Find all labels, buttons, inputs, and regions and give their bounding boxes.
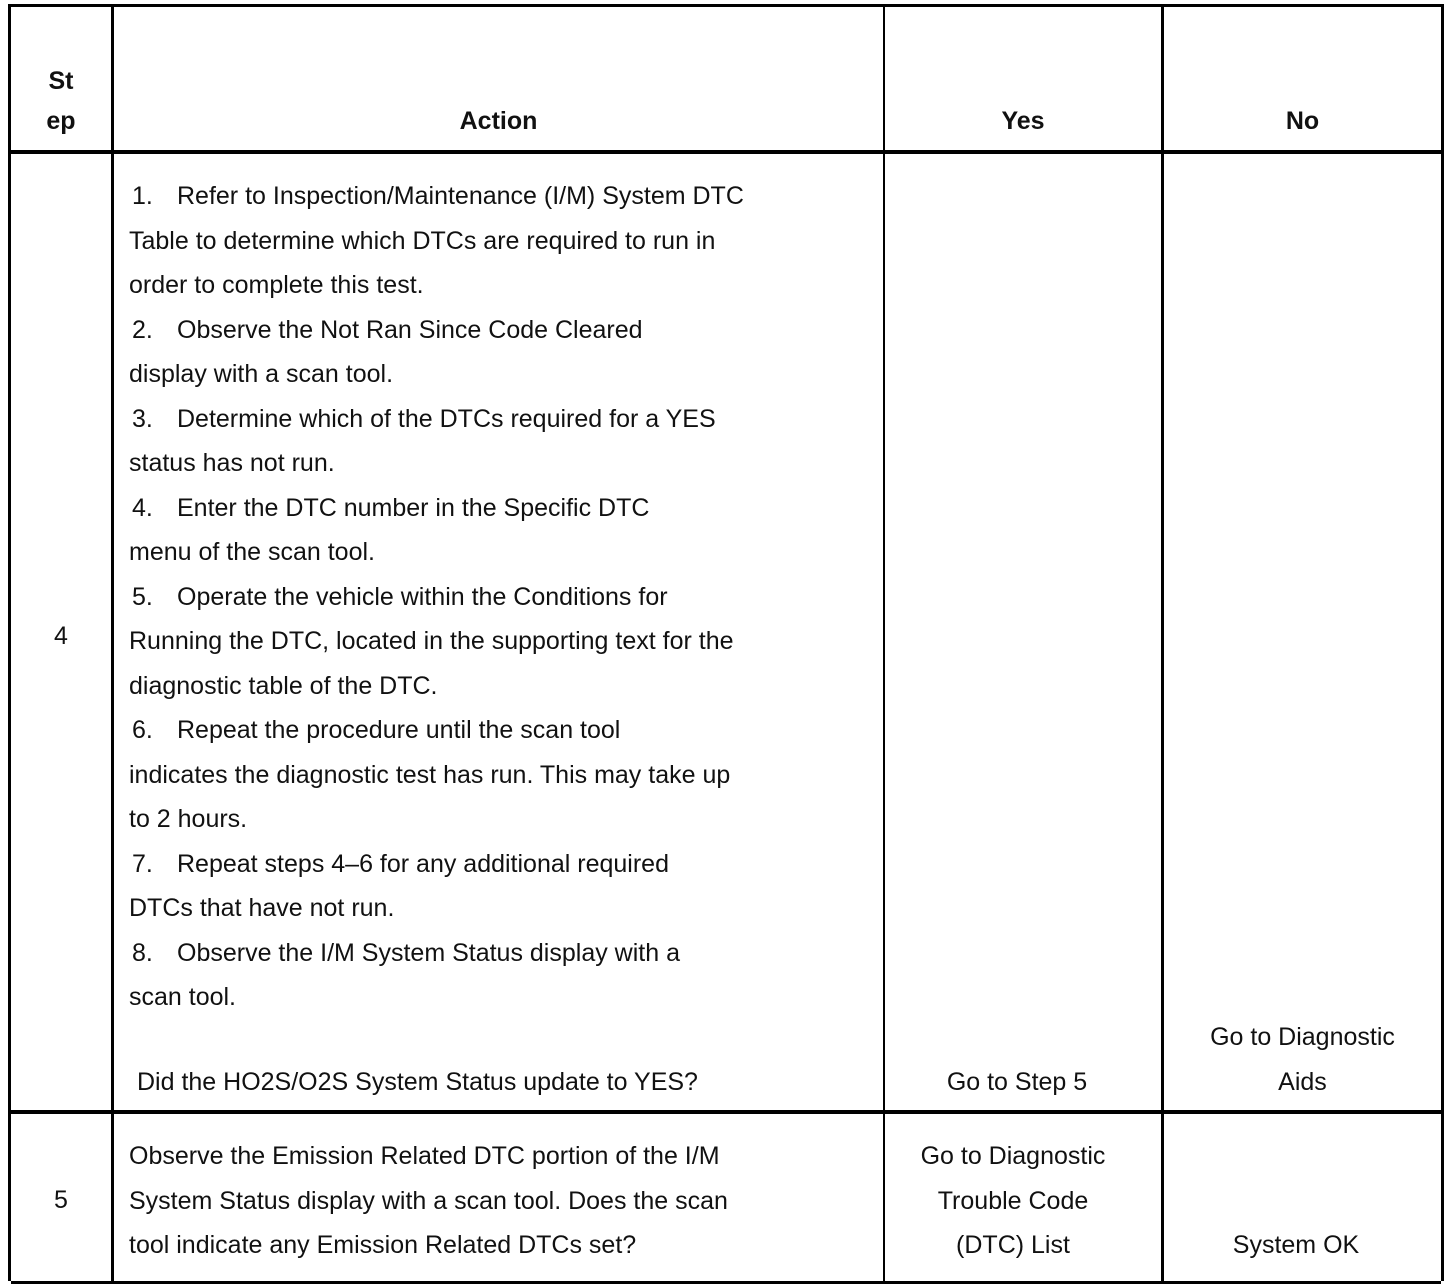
yes-outcome: Go to Step 5 (946, 1068, 1088, 1096)
header-action: Action (459, 107, 538, 135)
step-question: Did the HO2S/O2S System Status update to YES? (137, 1068, 698, 1096)
header-yes: Yes (1001, 107, 1045, 135)
action-steps-list (129, 174, 829, 1020)
action-step-5: 5. Operate the vehicle within the Conditions for Running the DTC, located in the supporting text for the diagnostic table of the DTC. (129, 582, 734, 700)
action-step-4: 4. Enter the DTC number in the Specific DTC menu of the scan tool. (129, 493, 650, 566)
action-step-1: 1. Refer to Inspection/Maintenance (I/M) System DTC Table to determine which DTCs are required to run in order to complete this test. (129, 182, 744, 299)
table-header-row (11, 7, 1441, 154)
step-action-text: Observe the Emission Related DTC portion of the I/M System Status display with a scan tool. Does the scan tool indicate any Emission Related DTCs set? (129, 1142, 728, 1259)
diagnostic-table (8, 4, 1444, 1281)
header-step: St ep (46, 67, 76, 135)
table-row-step-5 (11, 1114, 1441, 1284)
header-no: No (1285, 107, 1320, 135)
action-step-8: 8. Observe the I/M System Status display with a scan tool. (129, 938, 680, 1011)
action-step-3: 3. Determine which of the DTCs required for a YES status has not run. (129, 404, 716, 477)
no-outcome: Go to Diagnostic Aids (1210, 1023, 1395, 1096)
action-step-6: 6. Repeat the procedure until the scan tool indicates the diagnostic test has run. This may take up to 2 hours. (129, 716, 731, 833)
step-number: 5 (54, 1186, 68, 1214)
action-step-2: 2. Observe the Not Ran Since Code Cleared display with a scan tool. (129, 315, 643, 388)
yes-outcome: Go to Diagnostic Trouble Code (DTC) List (920, 1142, 1106, 1259)
step-number: 4 (54, 622, 68, 650)
action-step-7: 7. Repeat steps 4–6 for any additional required DTCs that have not run. (129, 849, 669, 922)
table-row-step-4 (11, 154, 1441, 1114)
no-outcome: System OK (1232, 1231, 1360, 1259)
